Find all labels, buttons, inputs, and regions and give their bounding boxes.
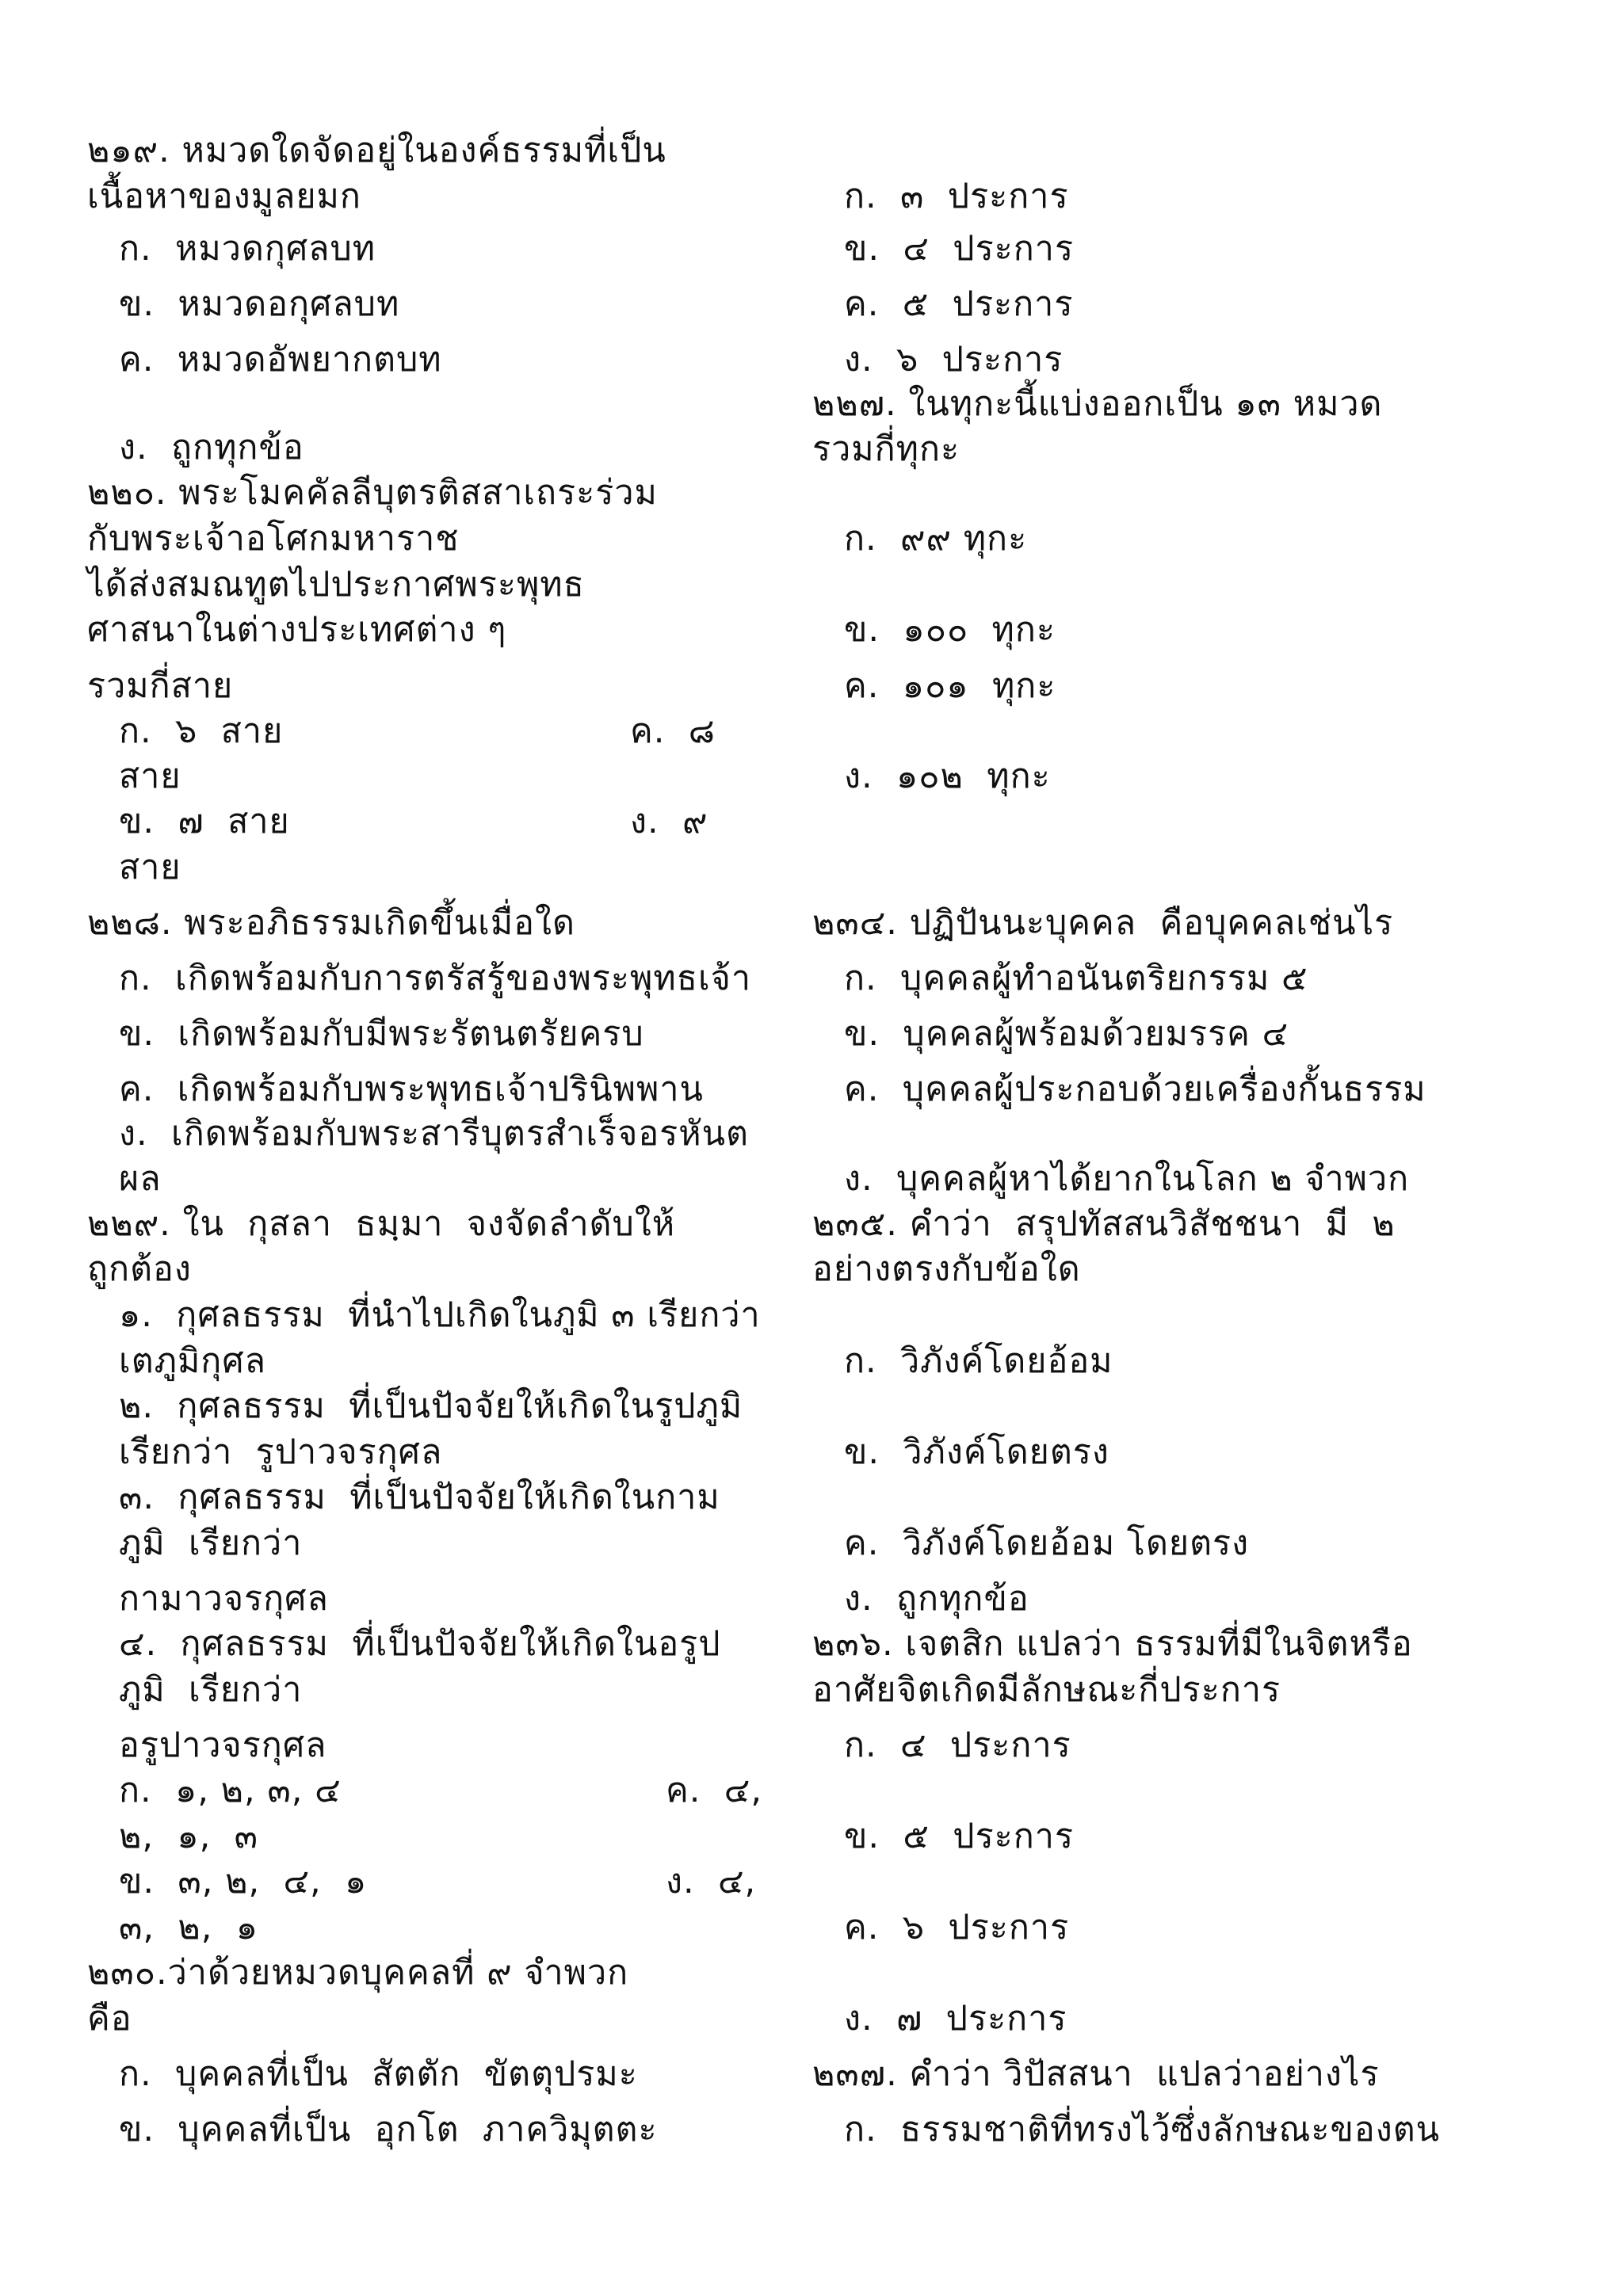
option-235-a: ก. วิภังค์โดยอ้อม bbox=[844, 1341, 1113, 1381]
option-228-c: ค. เกิดพร้อมกับพระพุทธเจ้าปรินิพพาน bbox=[119, 1070, 704, 1109]
question-220-cont-3: ศาสนาในต่างประเทศต่าง ๆ bbox=[87, 610, 507, 650]
option-227-b: ข. ๑๐๐ ทุกะ bbox=[844, 610, 1056, 650]
option-234-a: ก. บุคคลผู้ทำอนันตริยกรรม ๕ bbox=[844, 959, 1308, 998]
question-235: ๒๓๕. คำว่า สรุปทัสสนวิสัชชนา มี ๒ bbox=[812, 1204, 1396, 1244]
option-229-b: ข. ๓, ๒, ๔, ๑ bbox=[119, 1862, 368, 1901]
item-229-3-cont: ภูมิ เรียกว่า bbox=[119, 1524, 303, 1563]
option-229-d: ง. ๔, bbox=[666, 1862, 757, 1901]
question-230: ๒๓๐.ว่าด้วยหมวดบุคคลที่ ๙ จำพวก bbox=[87, 1953, 629, 1993]
option-219-a: ก. หมวดกุศลบท bbox=[119, 229, 376, 269]
question-220-cont-1: กับพระเจ้าอโศกมหาราช bbox=[87, 519, 460, 559]
option-235-b: ข. วิภังค์โดยตรง bbox=[844, 1432, 1109, 1472]
option-219-c: ค. หมวดอัพยากตบท bbox=[119, 340, 442, 379]
question-219-cont: เนื้อหาของมูลยมก bbox=[87, 177, 361, 216]
option-226-a: ก. ๓ ประการ bbox=[844, 177, 1069, 216]
option-237-a: ก. ธรรมชาติที่ทรงไว้ซึ่งลักษณะของตน bbox=[844, 2110, 1441, 2149]
option-235-c: ค. วิภังค์โดยอ้อม โดยตรง bbox=[844, 1524, 1250, 1563]
option-234-d: ง. บุคคลผู้หาได้ยากในโลก ๒ จำพวก bbox=[844, 1159, 1410, 1199]
question-220-cont-4: รวมกี่สาย bbox=[87, 666, 234, 706]
option-227-c: ค. ๑๐๑ ทุกะ bbox=[844, 666, 1056, 706]
item-229-3: ๓. กุศลธรรม ที่เป็นปัจจัยให้เกิดในกาม bbox=[119, 1478, 720, 1517]
option-227-a: ก. ๙๙ ทุกะ bbox=[844, 519, 1028, 559]
question-229: ๒๒๙. ใน กุสลา ธมฺมา จงจัดลำดับให้ bbox=[87, 1204, 676, 1244]
question-228: ๒๒๘. พระอภิธรรมเกิดขึ้นเมื่อใด bbox=[87, 903, 575, 943]
option-220-d-cont: สาย bbox=[119, 848, 181, 887]
option-220-c: ค. ๘ bbox=[630, 711, 716, 751]
item-229-4: ๔. กุศลธรรม ที่เป็นปัจจัยให้เกิดในอรูป bbox=[119, 1624, 721, 1664]
option-220-b: ข. ๗ สาย bbox=[119, 802, 290, 841]
option-230-b: ข. บุคคลที่เป็น อุกโต ภาควิมุตตะ bbox=[119, 2110, 658, 2149]
option-219-d: ง. ถูกทุกข้อ bbox=[119, 428, 304, 467]
question-227: ๒๒๗. ในทุกะนี้แบ่งออกเป็น ๑๓ หมวด bbox=[812, 384, 1383, 424]
option-220-a: ก. ๖ สาย bbox=[119, 711, 284, 751]
option-236-a: ก. ๔ ประการ bbox=[844, 1726, 1071, 1765]
item-229-2: ๒. กุศลธรรม ที่เป็นปัจจัยให้เกิดในรูปภูมิ bbox=[119, 1386, 743, 1426]
question-237: ๒๓๗. คำว่า วิปัสสนา แปลว่าอย่างไร bbox=[812, 2054, 1380, 2094]
option-219-b: ข. หมวดอกุศลบท bbox=[119, 284, 400, 324]
option-227-d: ง. ๑๐๒ ทุกะ bbox=[844, 757, 1051, 796]
question-220-cont-2: ได้ส่งสมณทูตไปประกาศพระพุทธ bbox=[87, 565, 585, 605]
option-230-a: ก. บุคคลที่เป็น สัตตัก ขัตตุปรมะ bbox=[119, 2054, 638, 2094]
question-220: ๒๒๐. พระโมคคัลลีบุตรติสสาเถระร่วม bbox=[87, 473, 658, 513]
option-234-b: ข. บุคคลผู้พร้อมด้วยมรรค ๔ bbox=[844, 1014, 1289, 1054]
option-235-d: ง. ถูกทุกข้อ bbox=[844, 1579, 1029, 1619]
option-228-b: ข. เกิดพร้อมกับมีพระรัตนตรัยครบ bbox=[119, 1014, 644, 1054]
item-229-1: ๑. กุศลธรรม ที่นำไปเกิดในภูมิ ๓ เรียกว่า bbox=[119, 1295, 761, 1335]
option-220-c-cont: สาย bbox=[119, 757, 181, 796]
question-227-cont: รวมกี่ทุกะ bbox=[812, 429, 960, 469]
option-236-b: ข. ๕ ประการ bbox=[844, 1817, 1075, 1856]
question-230-cont: คือ bbox=[87, 1999, 132, 2039]
item-229-1-cont: เตภูมิกุศล bbox=[119, 1341, 266, 1381]
option-229-a: ก. ๑, ๒, ๓, ๔ bbox=[119, 1771, 342, 1810]
option-236-c: ค. ๖ ประการ bbox=[844, 1908, 1070, 1947]
question-234: ๒๓๔. ปฏิปันนะบุคคล คือบุคคลเช่นไร bbox=[812, 903, 1394, 943]
option-236-d: ง. ๗ ประการ bbox=[844, 1999, 1067, 2039]
question-229-cont: ถูกต้อง bbox=[87, 1249, 192, 1289]
question-236-cont: อาศัยจิตเกิดมีลักษณะกี่ประการ bbox=[812, 1670, 1281, 1710]
item-229-3-cont-2: กามาวจรกุศล bbox=[119, 1579, 329, 1619]
item-229-4-cont: ภูมิ เรียกว่า bbox=[119, 1670, 303, 1710]
option-228-d-cont: ผล bbox=[119, 1159, 162, 1199]
option-226-d: ง. ๖ ประการ bbox=[844, 340, 1064, 379]
item-229-4-cont-2: อรูปาวจรกุศล bbox=[119, 1726, 327, 1765]
item-229-2-cont: เรียกว่า รูปาวจรกุศล bbox=[119, 1432, 443, 1472]
question-235-cont: อย่างตรงกับข้อใด bbox=[812, 1249, 1081, 1289]
option-234-c: ค. บุคคลผู้ประกอบด้วยเครื่องกั้นธรรม bbox=[844, 1070, 1426, 1109]
question-219: ๒๑๙. หมวดใดจัดอยู่ในองค์ธรรมที่เป็น bbox=[87, 131, 666, 170]
question-236: ๒๓๖. เจตสิก แปลว่า ธรรมที่มีในจิตหรือ bbox=[812, 1624, 1413, 1664]
option-229-c: ค. ๔, bbox=[666, 1771, 762, 1810]
option-229-c-cont: ๒, ๑, ๓ bbox=[119, 1817, 259, 1856]
option-228-a: ก. เกิดพร้อมกับการตรัสรู้ของพระพุทธเจ้า bbox=[119, 959, 752, 998]
option-229-d-cont: ๓, ๒, ๑ bbox=[119, 1908, 259, 1947]
option-226-c: ค. ๕ ประการ bbox=[844, 284, 1074, 324]
option-220-d: ง. ๙ bbox=[630, 802, 708, 841]
option-228-d: ง. เกิดพร้อมกับพระสารีบุตรสำเร็จอรหันต bbox=[119, 1114, 749, 1154]
option-226-b: ข. ๔ ประการ bbox=[844, 229, 1075, 269]
